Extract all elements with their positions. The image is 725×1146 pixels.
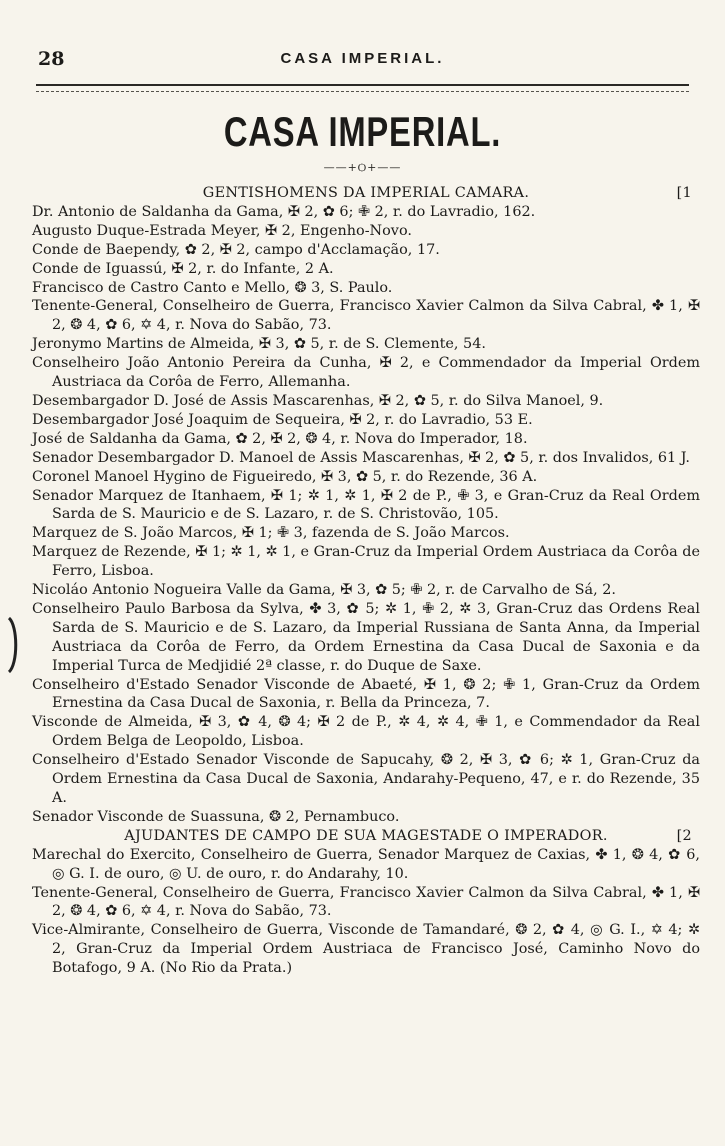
list-entry: Conselheiro d'Estado Senador Visconde de Sapucahy, ❂ 2, ✠ 3, ✿ 6; ✲ 1, Gran-Cruz da Ordem Ernestina da Casa Ducal de Saxonia, Andarahy-Pequeno, 47, e r. do Rezende, 35 A. bbox=[32, 752, 700, 806]
list-entry: Conde de Baependy, ✿ 2, ✠ 2, campo d'Acclamação, 17. bbox=[32, 241, 440, 258]
margin-bracket-mark bbox=[6, 616, 20, 674]
list-entry: Senador Desembargador D. Manoel de Assis Mascarenhas, ✠ 2, ✿ 5, r. dos Invalidos, 61 J. bbox=[32, 449, 691, 466]
list-entry: Tenente-General, Conselheiro de Guerra, Francisco Xavier Calmon da Silva Cabral, ✤ 1, ✠ 2, ❂ 4, ✿ 6, ✡ 4, r. Nova do Sabão, 73. bbox=[32, 884, 700, 920]
list-entry: Tenente-General, Conselheiro de Guerra, Francisco Xavier Calmon da Silva Cabral, ✤ 1, ✠ 2, ❂ 4, ✿ 6, ✡ 4, r. Nova do Sabão, 73. bbox=[32, 298, 700, 334]
section-heading-text: AJUDANTES DE CAMPO DE SUA MAGESTADE O IMPERADOR. bbox=[124, 827, 608, 844]
section-heading-gentishomens bbox=[32, 184, 700, 203]
header-rule-dashed bbox=[36, 91, 689, 92]
title-ornament: ——+Ѻ+—— bbox=[323, 161, 402, 174]
list-entry: Visconde de Almeida, ✠ 3, ✿ 4, ❂ 4; ✠ 2 de P., ✲ 4, ✲ 4, ✙ 1, e Commendador da Real Ordem Belga de Leopoldo, Lisboa. bbox=[32, 714, 700, 750]
list-entry: Augusto Duque-Estrada Meyer, ✠ 2, Engenho-Novo. bbox=[32, 222, 412, 239]
list-entry: Senador Marquez de Itanhaem, ✠ 1; ✲ 1, ✲ 1, ✠ 2 de P., ✙ 3, e Gran-Cruz da Real Ordem Sarda de S. Mauricio e de S. Lazaro, r. de S. Christovão, 105. bbox=[32, 487, 700, 523]
list-entry: Marquez de S. João Marcos, ✠ 1; ✙ 3, fazenda de S. João Marcos. bbox=[32, 525, 510, 542]
running-head bbox=[38, 48, 687, 74]
list-entry: Conselheiro Paulo Barbosa da Sylva, ✤ 3, ✿ 5; ✲ 1, ✙ 2, ✲ 3, Gran-Cruz das Ordens Real Sarda de S. Mauricio e de S. Lazaro, da Imperial Russiana de Santa Anna, da Imperial Austriaca da Corôa de Ferro, da Ordem Ernestina da Casa Ducal de Saxonia e da Imperial Turca de Medjidié 2ª classe, r. do Duque de Saxe. bbox=[32, 600, 700, 674]
page-title: CASA IMPERIAL. bbox=[223, 108, 502, 155]
list-entry: Conde de Iguassú, ✠ 2, r. do Infante, 2 A. bbox=[32, 260, 334, 277]
list-entry: Francisco de Castro Canto e Mello, ❂ 3, S. Paulo. bbox=[32, 279, 393, 296]
section-number: [1 bbox=[676, 185, 692, 201]
running-title: CASA IMPERIAL. bbox=[280, 50, 445, 67]
list-entry: José de Saldanha da Gama, ✿ 2, ✠ 2, ❂ 4, r. Nova do Imperador, 18. bbox=[32, 430, 528, 447]
list-entry: Senador Visconde de Suassuna, ❂ 2, Pernambuco. bbox=[32, 808, 400, 825]
document-body bbox=[32, 184, 700, 978]
section-heading-ajudantes bbox=[32, 827, 700, 846]
list-entry: Desembargador D. José de Assis Mascarenhas, ✠ 2, ✿ 5, r. do Silva Manoel, 9. bbox=[32, 392, 604, 409]
list-entry: Desembargador José Joaquim de Sequeira, ✠ 2, r. do Lavradio, 53 E. bbox=[32, 411, 533, 428]
header-rule bbox=[36, 84, 689, 86]
list-entry: Nicoláo Antonio Nogueira Valle da Gama, ✠ 3, ✿ 5; ✙ 2, r. de Carvalho de Sá, 2. bbox=[32, 582, 616, 599]
list-entry: Jeronymo Martins de Almeida, ✠ 3, ✿ 5, r. de S. Clemente, 54. bbox=[32, 336, 486, 353]
list-entry: Dr. Antonio de Saldanha da Gama, ✠ 2, ✿ 6; ✙ 2, r. do Lavradio, 162. bbox=[32, 203, 536, 220]
list-entry: Conselheiro d'Estado Senador Visconde de Abaeté, ✠ 1, ❂ 2; ✙ 1, Gran-Cruz da Ordem Ernestina da Casa Ducal de Saxonia, r. Bella da Princeza, 7. bbox=[32, 676, 700, 712]
list-entry: Marquez de Rezende, ✠ 1; ✲ 1, ✲ 1, e Gran-Cruz da Imperial Ordem Austriaca da Corôa de Ferro, Lisboa. bbox=[32, 544, 700, 580]
section-heading-text: GENTISHOMENS DA IMPERIAL CAMARA. bbox=[202, 185, 530, 201]
list-entry: Vice-Almirante, Conselheiro de Guerra, Visconde de Tamandaré, ❂ 2, ✿ 4, ◎ G. I., ✡ 4; ✲ 2, Gran-Cruz da Imperial Ordem Austriaca de Francisco José, Caminho Novo do Botafogo, 9 A. (No Rio da Prata.) bbox=[32, 922, 700, 977]
section-number: [2 bbox=[676, 827, 692, 844]
page-number: 28 bbox=[38, 48, 65, 70]
list-entry: Conselheiro João Antonio Pereira da Cunha, ✠ 2, e Commendador da Imperial Ordem Austriaca da Corôa de Ferro, Allemanha. bbox=[32, 355, 700, 391]
list-entry: Coronel Manoel Hygino de Figueiredo, ✠ 3, ✿ 5, r. do Rezende, 36 A. bbox=[32, 468, 538, 485]
list-entry: Marechal do Exercito, Conselheiro de Guerra, Senador Marquez de Caxias, ✤ 1, ❂ 4, ✿ 6, ◎ G. I. de ouro, ◎ U. de ouro, r. do Andarahy, 10. bbox=[32, 846, 700, 882]
